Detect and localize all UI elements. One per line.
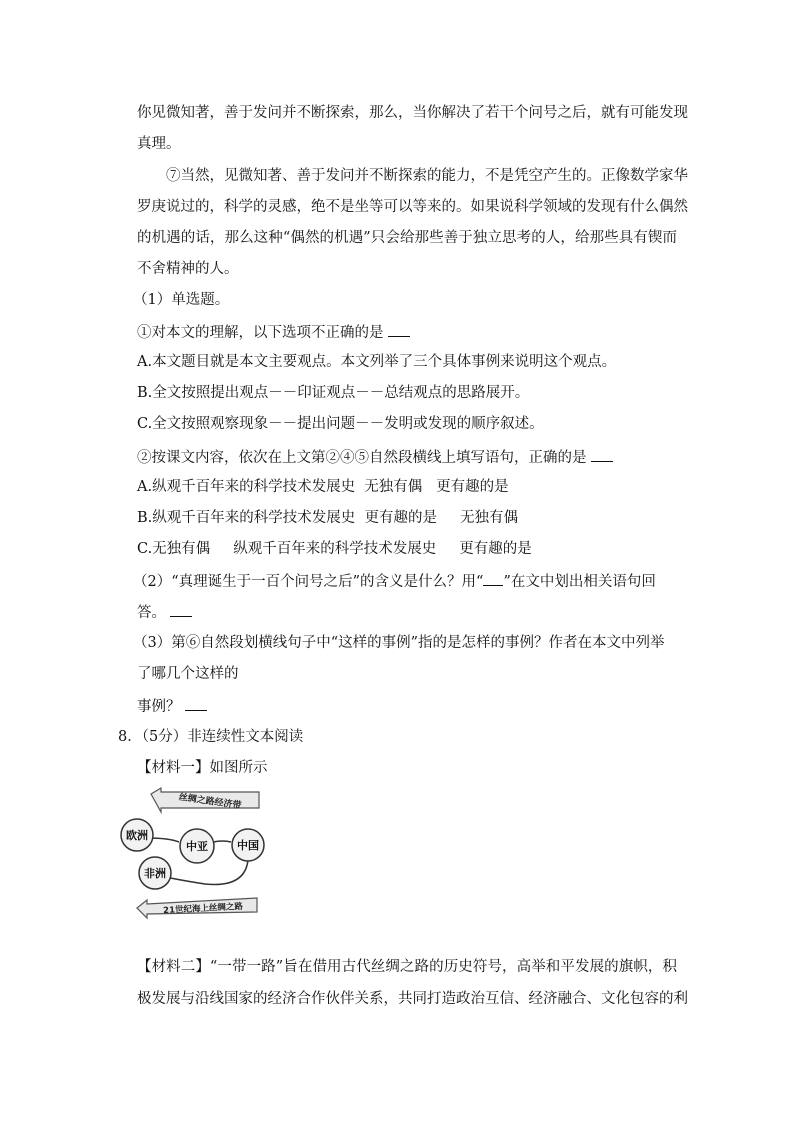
node-africa-label: 非洲 <box>144 867 166 880</box>
route-china-africa <box>161 860 248 885</box>
question-8-title: 8．（5分）非连续性文本阅读 <box>118 729 304 745</box>
paragraph-7-line-2: 罗庚说过的，科学的灵感，绝不是坐等可以等来的。如果说科学领域的发现有什么偶然 <box>137 199 688 215</box>
answer-blank[interactable] <box>591 447 613 462</box>
question-2-text-part-2: ”在文中划出相关语句回 <box>503 574 656 590</box>
question-3-line-3 <box>137 696 677 716</box>
material-1-title: 【材料一】如图所示 <box>137 760 268 776</box>
answer-blank[interactable] <box>483 571 503 586</box>
question-2-line-1 <box>133 571 673 591</box>
answer-blank[interactable] <box>388 322 410 337</box>
paragraph-6-line-2: 真理。 <box>137 136 181 152</box>
question-3-line-3-text: 事例？ <box>137 699 181 715</box>
option-c: C.全文按照观察现象－－提出问题－－发明或发现的顺序叙述。 <box>137 416 544 432</box>
paragraph-7-line-1: ⑦当然，见微知著、善于发问并不断探索的能力，不是凭空产生的。正像数学家华 <box>166 168 688 184</box>
option-a: A.纵观千百年来的科学技术发展史 无独有偶 更有趣的是 <box>137 479 509 495</box>
silk-road-diagram <box>117 780 277 925</box>
answer-blank[interactable] <box>170 602 192 617</box>
option-b: B.全文按照提出观点－－印证观点－－总结观点的思路展开。 <box>137 385 530 401</box>
option-a: A.本文题目就是本文主要观点。本文列举了三个具体事例来说明这个观点。 <box>137 354 617 370</box>
question-3-line-1: （3）第⑥自然段划横线句子中“这样的事例”指的是怎样的事例？作者在本文中列举 <box>133 635 665 651</box>
node-europe-label: 欧洲 <box>126 829 148 842</box>
option-c: C.无独有偶 纵观千百年来的科学技术发展史 更有趣的是 <box>137 541 532 557</box>
paragraph-6-line-1: 你见微知著，善于发问并不断探索，那么，当你解决了若干个问号之后，就有可能发现 <box>137 105 688 121</box>
question-1-sub-1-text: ①对本文的理解，以下选项不正确的是 <box>137 325 384 341</box>
paragraph-7-line-4: 不舍精神的人。 <box>137 261 239 277</box>
question-2-line-2-text: 答。 <box>137 605 166 621</box>
bottom-arrow-label: 21世纪海上丝绸之路 <box>162 901 244 917</box>
question-1-sub-1 <box>137 322 677 342</box>
question-1-title: （1）单选题。 <box>133 292 230 308</box>
question-3-line-2: 了哪几个这样的 <box>137 666 239 682</box>
paragraph-7-line-3: 的机遇的话，那么这种“偶然的机遇”只会给那些善于独立思考的人，给那些具有锲而 <box>137 230 677 246</box>
material-2-line-1: 【材料二】“一带一路”旨在借用古代丝绸之路的历史符号，高举和平发展的旗帜，积 <box>137 959 677 975</box>
top-arrow-label: 丝绸之路经济带 <box>178 792 242 812</box>
question-1-sub-2 <box>137 447 677 467</box>
material-2-line-2: 极发展与沿线国家的经济合作伙伴关系，共同打造政治互信、经济融合、文化包容的利 <box>137 991 688 1007</box>
question-1-sub-2-text: ②按课文内容，依次在上文第②④⑤自然段横线上填写语句，正确的是 <box>137 450 587 466</box>
question-2-text-part-1: （2）“真理诞生于一百个问号之后”的含义是什么？用“ <box>133 574 484 590</box>
route-centralasia-china <box>213 841 231 842</box>
node-central-asia-label: 中亚 <box>186 840 208 853</box>
option-b: B.纵观千百年来的科学技术发展史 更有趣的是 无独有偶 <box>137 510 519 526</box>
question-2-line-2 <box>137 602 677 622</box>
answer-blank[interactable] <box>185 696 207 711</box>
node-china-label: 中国 <box>237 839 259 852</box>
